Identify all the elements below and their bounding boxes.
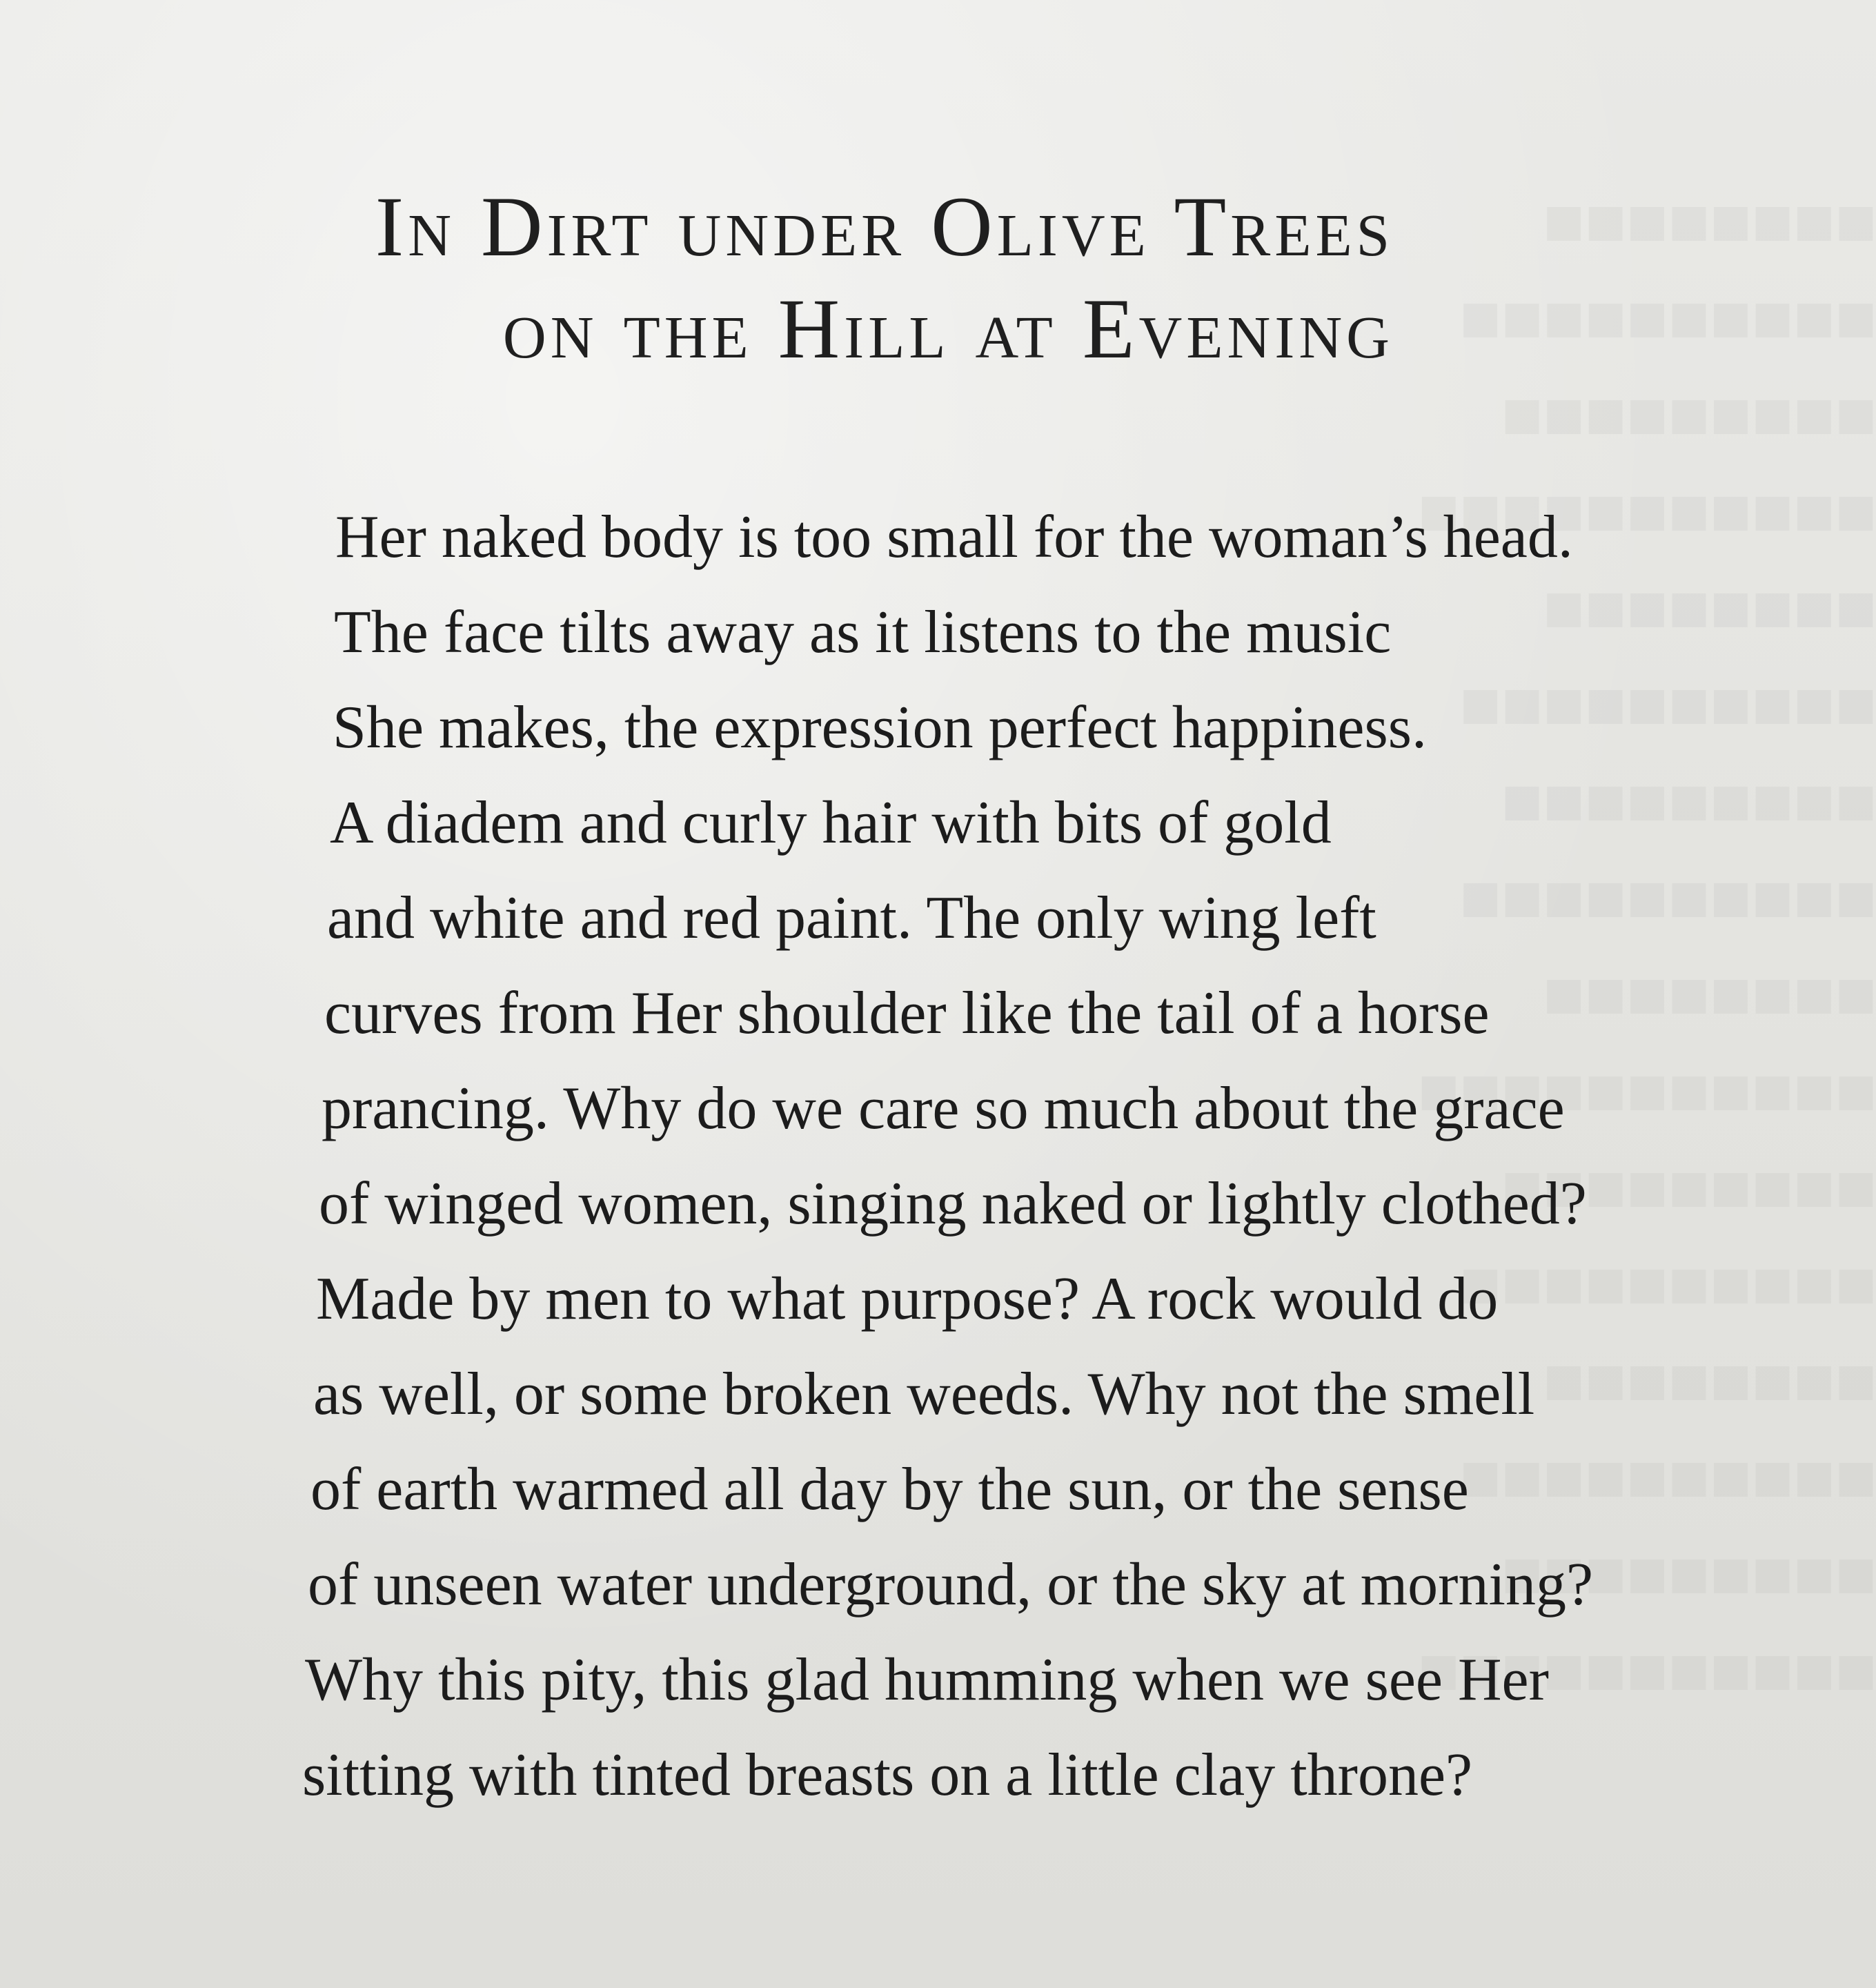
poem-line: Why this pity, this glad humming when we see Her <box>305 1646 1549 1713</box>
poem-line: The face tilts away as it listens to the music <box>334 599 1392 666</box>
poem-line: of winged women, singing naked or lightly clothed? <box>319 1170 1587 1237</box>
poem-line: Made by men to what purpose? A rock would do <box>316 1266 1499 1332</box>
poem-line: curves from Her shoulder like the tail of a horse <box>324 980 1490 1047</box>
poem-body <box>0 490 1876 1823</box>
poem-line: as well, or some broken weeds. Why not the smell <box>313 1361 1535 1428</box>
poem-line: She makes, the expression perfect happiness. <box>333 694 1427 761</box>
poem-line: and white and red paint. The only wing left <box>327 885 1376 952</box>
poem-title <box>0 176 1394 380</box>
poem-title-line-1: In Dirt under Olive Trees <box>375 179 1394 274</box>
poem-title-line-2: on the Hill at Evening <box>502 282 1394 376</box>
poem-line: of unseen water underground, or the sky at morning? <box>308 1551 1593 1618</box>
poem-line: prancing. Why do we care so much about the grace <box>322 1075 1565 1142</box>
poem-line: sitting with tinted breasts on a little clay throne? <box>302 1742 1473 1809</box>
poem-line: Her naked body is too small for the woman’s head. <box>335 504 1573 571</box>
poem-line: of earth warmed all day by the sun, or the sense <box>310 1456 1469 1523</box>
poem-line: A diadem and curly hair with bits of gold <box>330 789 1332 856</box>
